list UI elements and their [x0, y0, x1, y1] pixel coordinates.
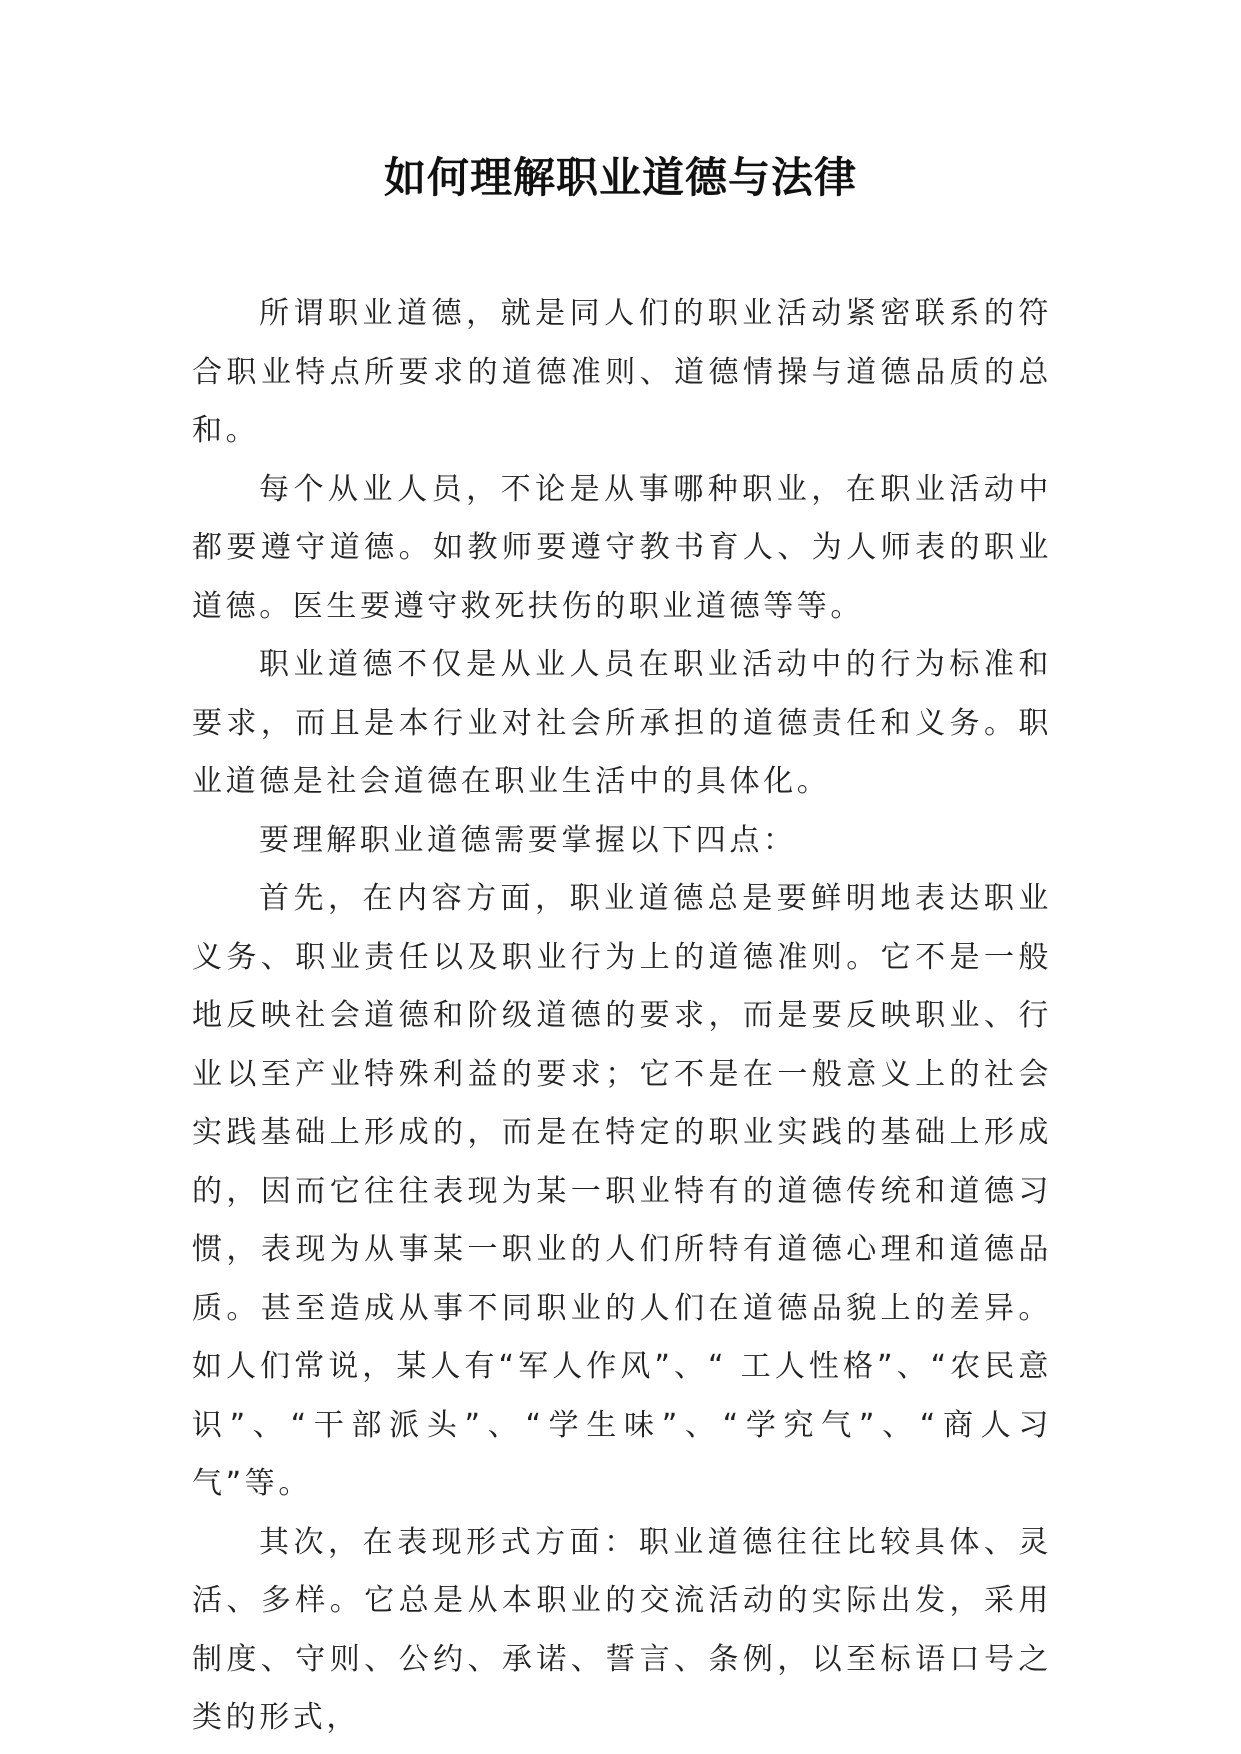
- paragraph: 首先，在内容方面，职业道德总是要鲜明地表达职业义务、职业责任以及职业行为上的道德准则。它不是一般地反映社会道德和阶级道德的要求，而是要反映职业、行业以至产业特殊利益的要求；它不是在一般意义上的社会实践基础上形成的，而是在特定的职业实践的基础上形成的，因而它往往表现为某一职业特有的道德传统和道德习惯，表现为从事某一职业的人们所特有道德心理和道德品质。甚至造成从事不同职业的人们在道德品貌上的差异。如人们常说，某人有“军人作风”、“ 工人性格”、“农民意识”、“干部派头”、“学生味”、“学究气”、“商人习气”等。: [192, 881, 1052, 1501]
- paragraph: 职业道德不仅是从业人员在职业活动中的行为标准和要求，而且是本行业对社会所承担的道德责任和义务。职业道德是社会道德在职业生活中的具体化。: [192, 647, 1052, 799]
- document-title: 如何理解职业道德与法律: [383, 153, 857, 202]
- document-body: [192, 285, 1052, 1748]
- paragraph: 所谓职业道德，就是同人们的职业活动紧密联系的符合职业特点所要求的道德准则、道德情操与道德品质的总和。: [192, 296, 1052, 448]
- paragraph: 其次，在表现形式方面：职业道德往往比较具体、灵活、多样。它总是从本职业的交流活动的实际出发，采用制度、守则、公约、承诺、誓言、条例，以至标语口号之类的形式，: [192, 1524, 1052, 1735]
- paragraph: 要理解职业道德需要掌握以下四点：: [259, 822, 797, 858]
- paragraph: 每个从业人员，不论是从事哪种职业，在职业活动中都要遵守道德。如教师要遵守教书育人、为人师表的职业道德。医生要遵守救死扶伤的职业道德等等。: [192, 471, 1052, 624]
